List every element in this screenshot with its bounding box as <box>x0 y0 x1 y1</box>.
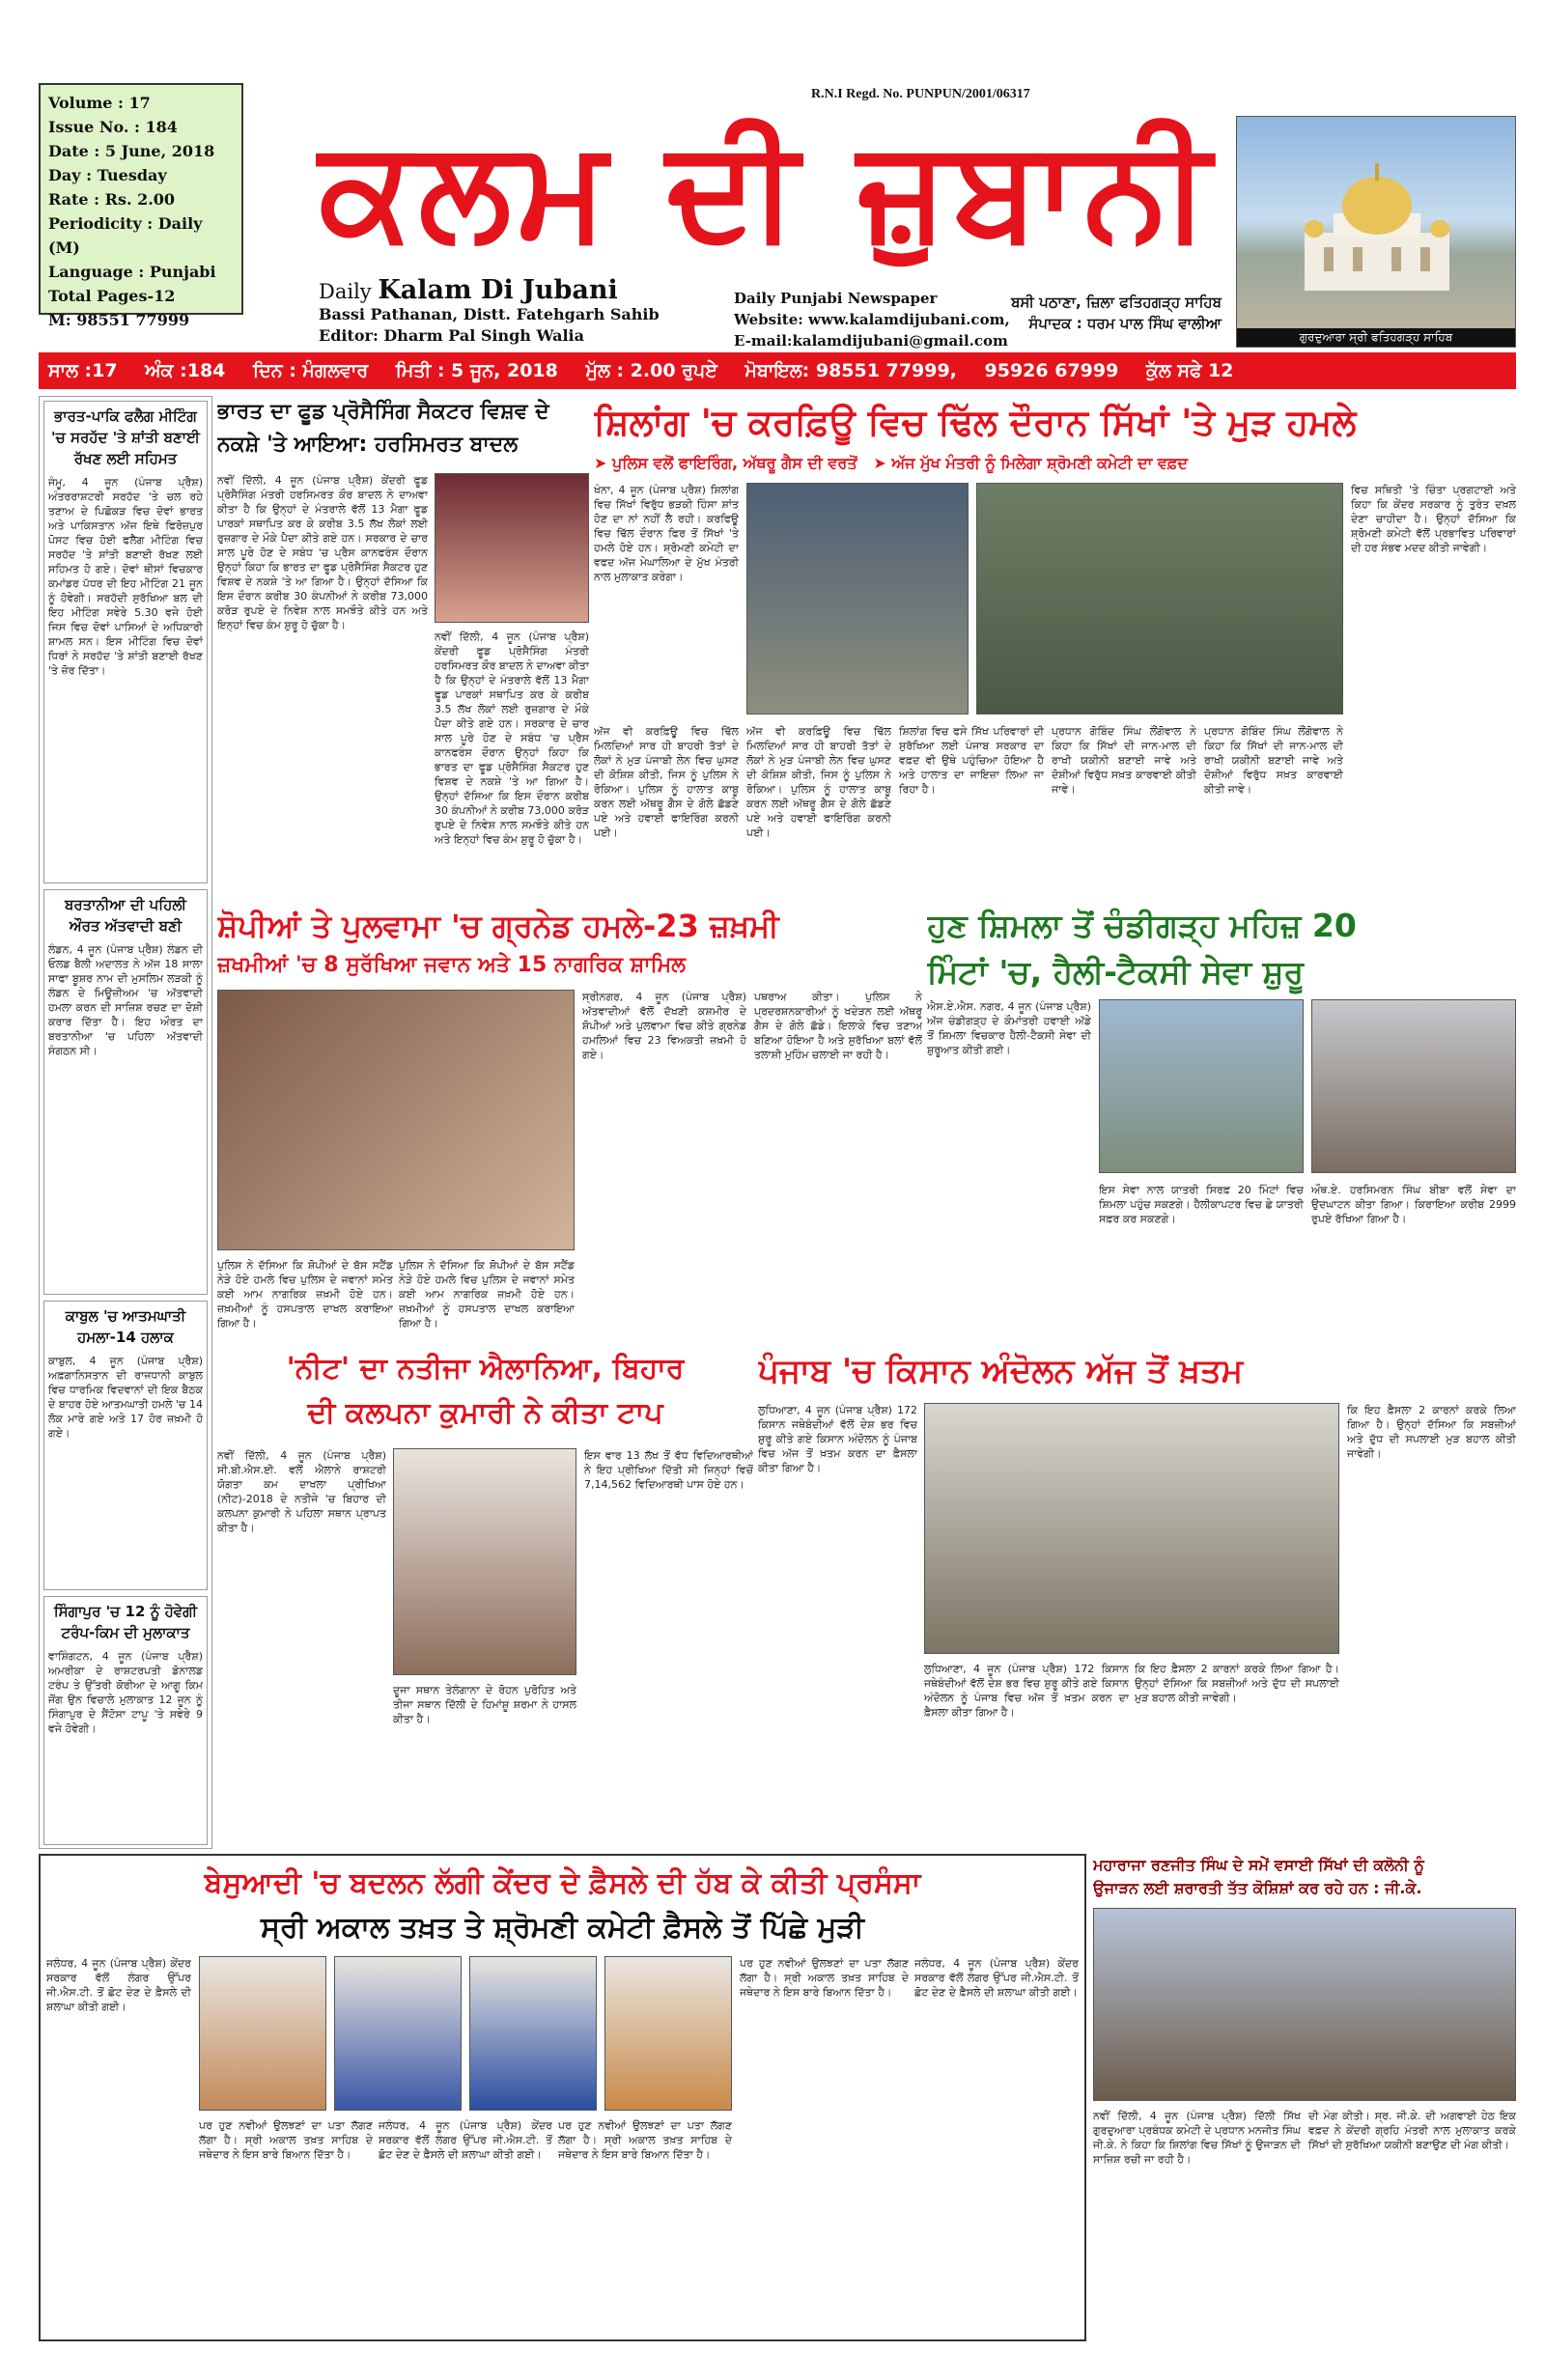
address: Bassi Pathanan, Distt. Fatehgarh Sahib <box>319 305 660 323</box>
story-2-text-2: ਅੱਜ ਵੀ ਕਰਫ਼ਿਊ ਵਿਚ ਢਿੱਲ ਮਿਲਦਿਆਂ ਸਾਰ ਹੀ ਬਾਹਰੀ ਤੱਤਾਂ ਦੇ ਲੋਕਾਂ ਨੇ ਮੁੜ ਪੰਜਾਬੀ ਲੇਨ ਵਿਚ ਘੁਸਣ ਦੀ ਕੋਸ਼ਿਸ਼ ਕੀਤੀ, ਜਿਸ ਨੂੰ ਪੁਲਿਸ ਨੇ ਰੋਕਿਆ। ਪੁਲਿਸ ਨੂੰ ਹਾਲਾਤ ਕਾਬੂ ਕਰਨ ਲਈ ਅੱਥਰੂ ਗੈਸ ਦੇ ਗੋਲੇ ਛੱਡਣੇ ਪਏ ਅਤੇ ਹਵਾਈ ਫਾਇਰਿੰਗ ਕਰਨੀ ਪਈ। <box>746 725 891 839</box>
gk-press-photo <box>1093 1908 1516 2101</box>
info-day: Day : Tuesday <box>48 166 167 184</box>
left-story-kabul <box>43 1301 208 1590</box>
left-story-1-title: ਭਾਰਤ-ਪਾਕਿ ਫਲੈਗ ਮੀਟਿੰਗ 'ਚ ਸਰਹੱਦ 'ਤੇ ਸ਼ਾਂਤੀ ਬਣਾਈ ਰੱਖਣ ਲਈ ਸਹਿਮਤ <box>51 407 200 467</box>
story-7-text-1b: ਜਲੰਧਰ, 4 ਜੂਨ (ਪੰਜਾਬ ਪ੍ਰੈਸ਼) ਕੇਂਦਰ ਸਰਕਾਰ ਵੱਲੋਂ ਲੰਗਰ ਉੱਪਰ ਜੀ.ਐਸ.ਟੀ. ਤੋਂ ਛੋਟ ਦੇਣ ਦੇ ਫ਼ੈਸਲੇ ਦੀ ਸ਼ਲਾਘਾ ਕੀਤੀ ਗਈ। <box>914 1957 1079 1999</box>
info-mobile: M: 98551 77999 <box>48 311 190 329</box>
story-food-processing <box>217 396 589 898</box>
contact-block <box>734 288 1010 351</box>
bar-mobile-2: 95926 67999 <box>984 360 1119 381</box>
story-3-text-1: ਸ੍ਰੀਨਗਰ, 4 ਜੂਨ (ਪੰਜਾਬ ਪ੍ਰੈਸ਼) ਅੱਤਵਾਦੀਆਂ ਵੱਲੋਂ ਦੱਖਣੀ ਕਸ਼ਮੀਰ ਦੇ ਸ਼ੋਪੀਆਂ ਅਤੇ ਪੁਲਵਾਮਾ ਵਿਚ ਕੀਤੇ ਗ੍ਰਨੇਡ ਹਮਲਿਆਂ ਵਿਚ 23 ਵਿਅਕਤੀ ਜ਼ਖ਼ਮੀ ਹੋ ਗਏ। <box>582 991 746 1061</box>
leader-photo-3 <box>469 1956 597 2111</box>
story-2-text-5: ਵਿਚ ਸਥਿਤੀ 'ਤੇ ਚਿੰਤਾ ਪ੍ਰਗਟਾਈ ਅਤੇ ਕਿਹਾ ਕਿ ਕੇਂਦਰ ਸਰਕਾਰ ਨੂੰ ਤੁਰੰਤ ਦਖ਼ਲ ਦੇਣਾ ਚਾਹੀਦਾ ਹੈ। ਉਨ੍ਹਾਂ ਦੱਸਿਆ ਕਿ ਸ਼੍ਰੋਮਣੀ ਕਮੇਟੀ ਵੱਲੋਂ ਪ੍ਰਭਾਵਿਤ ਪਰਿਵਾਰਾਂ ਦੀ ਹਰ ਸੰਭਵ ਮਦਦ ਕੀਤੀ ਜਾਵੇਗੀ। <box>1351 484 1516 554</box>
story-7-text-1: ਜਲੰਧਰ, 4 ਜੂਨ (ਪੰਜਾਬ ਪ੍ਰੈਸ਼) ਕੇਂਦਰ ਸਰਕਾਰ ਵੱਲੋਂ ਲੰਗਰ ਉੱਪਰ ਜੀ.ਐਸ.ਟੀ. ਤੋਂ ਛੋਟ ਦੇਣ ਦੇ ਫ਼ੈਸਲੇ ਦੀ ਸ਼ਲਾਘਾ ਕੀਤੀ ਗਈ। <box>46 1957 191 2013</box>
left-story-3-title: ਕਾਬੁਲ 'ਚ ਆਤਮਘਾਤੀ ਹਮਲਾ-14 ਹਲਾਕ <box>65 1307 186 1346</box>
info-pages: Total Pages-12 <box>48 287 176 305</box>
story-1-text: ਨਵੀਂ ਦਿੱਲੀ, 4 ਜੂਨ (ਪੰਜਾਬ ਪ੍ਰੈਸ਼) ਕੇਂਦਰੀ ਫੂਡ ਪ੍ਰੋਸੈਸਿੰਗ ਮੰਤਰੀ ਹਰਸਿਮਰਤ ਕੌਰ ਬਾਦਲ ਨੇ ਦਾਅਵਾ ਕੀਤਾ ਹੈ ਕਿ ਉਨ੍ਹਾਂ ਦੇ ਮੰਤਰਾਲੇ ਵੱਲੋਂ 13 ਮੈਗਾ ਫੂਡ ਪਾਰਕਾਂ ਸਥਾਪਿਤ ਕਰ ਕੇ ਕਰੀਬ 3.5 ਲੱਖ ਲੋਕਾਂ ਲਈ ਰੁਜ਼ਗਾਰ ਦੇ ਮੌਕੇ ਪੈਦਾ ਕੀਤੇ ਗਏ ਹਨ। ਸਰਕਾਰ ਦੇ ਚਾਰ ਸਾਲ ਪੂਰੇ ਹੋਣ ਦੇ ਸਬੰਧ 'ਚ ਪ੍ਰੈਸ ਕਾਨਫਰੰਸ ਦੌਰਾਨ ਉਨ੍ਹਾਂ ਕਿਹਾ ਕਿ ਭਾਰਤ ਦਾ ਫੂਡ ਪ੍ਰੋਸੈਸਿੰਗ ਸੈਕਟਰ ਹੁਣ ਵਿਸ਼ਵ ਦੇ ਨਕਸ਼ੇ 'ਤੇ ਆ ਗਿਆ ਹੈ। ਉਨ੍ਹਾਂ ਦੱਸਿਆ ਕਿ ਇਸ ਦੌਰਾਨ ਕਰੀਬ 30 ਕੰਪਨੀਆਂ ਨੇ ਕਰੀਬ 73,000 ਕਰੋੜ ਰੁਪਏ ਦੇ ਨਿਵੇਸ਼ ਨਾਲ ਸਮਝੌਤੇ ਕੀਤੇ ਹਨ ਅਤੇ ਇਨ੍ਹਾਂ ਵਿਚ ਕੰਮ ਸ਼ੁਰੂ ਹੋ ਚੁੱਕਾ ਹੈ। <box>217 474 428 631</box>
bar-year: ਸਾਲ :17 <box>48 360 118 381</box>
story-6-headline: ਪੰਜਾਬ 'ਚ ਕਿਸਾਨ ਅੰਦੋਲਨ ਅੱਜ ਤੋਂ ਖ਼ਤਮ <box>758 1352 1244 1390</box>
story-4-text-2: ਇਸ ਸੇਵਾ ਨਾਲ ਯਾਤਰੀ ਸਿਰਫ਼ 20 ਮਿੰਟਾਂ ਵਿਚ ਸ਼ਿਮਲਾ ਪਹੁੰਚ ਸਕਣਗੇ। ਹੈਲੀਕਾਪਟਰ ਵਿਚ ਛੇ ਯਾਤਰੀ ਸਫ਼ਰ ਕਰ ਸਕਣਗੇ। <box>1099 1184 1304 1225</box>
editor-punjabi: ਸੰਪਾਦਕ : ਧਰਮ ਪਾਲ ਸਿੰਘ ਵਾਲੀਆ <box>1028 315 1222 332</box>
newspaper-logo: ਕਲਮ ਦੀ ਜ਼ੁਬਾਨੀ <box>319 110 1217 269</box>
left-story-2-text: ਲੰਡਨ, 4 ਜੂਨ (ਪੰਜਾਬ ਪ੍ਰੈਸ਼) ਲੰਡਨ ਦੀ ਓਲਡ ਬੈਲੀ ਅਦਾਲਤ ਨੇ ਅੱਜ 18 ਸਾਲਾ ਸਾਫਾ ਬੂਸ਼ਰ ਨਾਮ ਦੀ ਮੁਸਲਿਮ ਲੜਕੀ ਨੂੰ ਲੰਡਨ ਦੇ ਮਿਊਜ਼ੀਅਮ 'ਚ ਅੱਤਵਾਦੀ ਹਮਲਾ ਕਰਨ ਦੀ ਸਾਜ਼ਿਸ਼ ਰਚਣ ਦਾ ਦੋਸ਼ੀ ਕਰਾਰ ਦਿੱਤਾ ਹੈ। ਇਹ ਔਰਤ ਦਾ ਬਰਤਾਨੀਆ 'ਚ ਪਹਿਲਾ ਅੱਤਵਾਦੀ ਸੰਗਠਨ ਸੀ। <box>48 943 203 1057</box>
story-shillong <box>594 396 1516 898</box>
story-4-text-1: ਐਸ.ਏ.ਐਸ. ਨਗਰ, 4 ਜੂਨ (ਪੰਜਾਬ ਪ੍ਰੈਸ਼) ਅੱਜ ਚੰਡੀਗੜ੍ਹ ਦੇ ਕੌਮਾਂਤਰੀ ਹਵਾਈ ਅੱਡੇ ਤੋਂ ਸ਼ਿਮਲਾ ਵਿਚਕਾਰ ਹੈਲੀ-ਟੈਕਸੀ ਸੇਵਾ ਦੀ ਸ਼ੁਰੂਆਤ ਕੀਤੀ ਗਈ। <box>927 1000 1091 1056</box>
left-story-uk-woman <box>43 889 208 1295</box>
leader-photo-2 <box>334 1956 462 2111</box>
left-story-singapore <box>43 1596 208 1845</box>
story-3-text-2: ਪੁਲਿਸ ਨੇ ਦੱਸਿਆ ਕਿ ਸ਼ੋਪੀਆਂ ਦੇ ਬੱਸ ਸਟੈਂਡ ਨੇੜੇ ਹੋਏ ਹਮਲੇ ਵਿਚ ਪੁਲਿਸ ਦੇ ਜਵਾਨਾਂ ਸਮੇਤ ਕਈ ਆਮ ਨਾਗਰਿਕ ਜ਼ਖ਼ਮੀ ਹੋਏ ਹਨ। ਜ਼ਖ਼ਮੀਆਂ ਨੂੰ ਹਸਪਤਾਲ ਦਾਖਲ ਕਰਾਇਆ ਗਿਆ ਹੈ। <box>217 1259 393 1330</box>
english-name: Kalam Di Jubani <box>378 275 618 305</box>
story-2-sub-1: ਪੁਲਿਸ ਵਲੋਂ ਫਾਇਰਿੰਗ, ਅੱਥਰੂ ਗੈਸ ਦੀ ਵਰਤੋਂ <box>611 454 857 472</box>
left-story-2-title: ਬਰਤਾਨੀਆ ਦੀ ਪਹਿਲੀ ਔਰਤ ਅੱਤਵਾਦੀ ਬਣੀ <box>64 896 187 935</box>
bar-day: ਦਿਨ : ਮੰਗਲਵਾਰ <box>253 360 369 381</box>
story-2-text-3: ਸ਼ਿਲਾਂਗ ਵਿਚ ਫਸੇ ਸਿੱਖ ਪਰਿਵਾਰਾਂ ਦੀ ਸੁਰੱਖਿਆ ਲਈ ਪੰਜਾਬ ਸਰਕਾਰ ਦਾ ਵਫ਼ਦ ਵੀ ਉਥੇ ਪਹੁੰਚਿਆ ਹੋਇਆ ਹੈ ਅਤੇ ਹਾਲਾਤ ਦਾ ਜਾਇਜ਼ਾ ਲਿਆ ਜਾ ਰਿਹਾ ਹੈ। <box>899 725 1044 796</box>
story-2-sub-2: ਅੱਜ ਮੁੱਖ ਮੰਤਰੀ ਨੂੰ ਮਿਲੇਗਾ ਸ਼੍ਰੋਮਣੀ ਕਮੇਟੀ ਦਾ ਵਫ਼ਦ <box>891 454 1188 472</box>
left-story-flag-meeting <box>43 401 208 883</box>
daily-prefix: Daily <box>319 280 372 303</box>
issue-info-box <box>39 83 243 329</box>
story-2-text-1: ਖੰਨਾ, 4 ਜੂਨ (ਪੰਜਾਬ ਪ੍ਰੈਸ਼) ਸ਼ਿਲਾਂਗ ਵਿਚ ਸਿੱਖਾਂ ਵਿਰੁੱਧ ਭੜਕੀ ਹਿੰਸਾ ਸ਼ਾਂਤ ਹੋਣ ਦਾ ਨਾਂ ਨਹੀਂ ਲੈ ਰਹੀ। ਕਰਫਿਊ ਵਿਚ ਢਿੱਲ ਦੌਰਾਨ ਫਿਰ ਤੋਂ ਸਿੱਖਾਂ 'ਤੇ ਹਮਲੇ ਹੋਏ ਹਨ। ਸ਼੍ਰੋਮਣੀ ਕਮੇਟੀ ਦਾ ਵਫਦ ਅੱਜ ਮੇਘਾਲਿਆ ਦੇ ਮੁੱਖ ਮੰਤਰੀ ਨਾਲ ਮੁਲਾਕਾਤ ਕਰੇਗਾ। <box>594 484 739 583</box>
bar-pages: ਕੁੱਲ ਸਫੇ 12 <box>1145 360 1234 381</box>
story-5-text-1: ਨਵੀਂ ਦਿੱਲੀ, 4 ਜੂਨ (ਪੰਜਾਬ ਪ੍ਰੈਸ਼) ਸੀ.ਬੀ.ਐਸ.ਈ. ਵਲੋਂ ਐਲਾਨੇ ਰਾਸ਼ਟਰੀ ਯੋਗਤਾ ਕਮ ਦਾਖਲਾ ਪ੍ਰੀਖਿਆ (ਨੀਟ)-2018 ਦੇ ਨਤੀਜੇ 'ਚ ਬਿਹਾਰ ਦੀ ਕਲਪਨਾ ਕੁਮਾਰੀ ਨੇ ਪਹਿਲਾ ਸਥਾਨ ਪ੍ਰਾਪਤ ਕੀਤਾ ਹੈ। <box>217 1449 386 1534</box>
left-story-3-text: ਕਾਬੁਲ, 4 ਜੂਨ (ਪੰਜਾਬ ਪ੍ਰੈਸ਼) ਅਫ਼ਗਾਨਿਸਤਾਨ ਦੀ ਰਾਜਧਾਨੀ ਕਾਬੁਲ ਵਿਚ ਧਾਰਮਿਕ ਵਿਦਵਾਨਾਂ ਦੀ ਇਕ ਬੈਠਕ ਦੇ ਬਾਹਰ ਹੋਏ ਆਤਮਘਾਤੀ ਹਮਲੇ 'ਚ 14 ਲੋਕ ਮਾਰੇ ਗਏ ਅਤੇ 17 ਹੋਰ ਜ਼ਖ਼ਮੀ ਹੋ ਗਏ। <box>48 1355 203 1440</box>
story-7-text-2c: ਪਰ ਹੁਣ ਨਵੀਆਂ ਉਲਝਣਾਂ ਦਾ ਪਤਾ ਲੱਗਣ ਲੱਗਾ ਹੈ। ਸ੍ਰੀ ਅਕਾਲ ਤਖ਼ਤ ਸਾਹਿਬ ਦੇ ਜਥੇਦਾਰ ਨੇ ਇਸ ਬਾਰੇ ਬਿਆਨ ਦਿੱਤਾ ਹੈ। <box>558 2119 732 2161</box>
story-8-text-1: ਨਵੀਂ ਦਿੱਲੀ, 4 ਜੂਨ (ਪੰਜਾਬ ਪ੍ਰੈਸ਼) ਦਿੱਲੀ ਸਿੱਖ ਗੁਰਦੁਆਰਾ ਪ੍ਰਬੰਧਕ ਕਮੇਟੀ ਦੇ ਪ੍ਰਧਾਨ ਮਨਜੀਤ ਸਿੰਘ ਜੀ.ਕੇ. ਨੇ ਕਿਹਾ ਕਿ ਸ਼ਿਲਾਂਗ ਵਿਚ ਸਿੱਖਾਂ ਨੂੰ ਉਜਾੜਨ ਦੀ ਸਾਜ਼ਿਸ਼ ਰਚੀ ਜਾ ਰਹੀ ਹੈ। <box>1093 2110 1301 2166</box>
info-issue: Issue No. : 184 <box>48 118 178 136</box>
story-sikh-colony <box>1093 1854 1516 2341</box>
story-grenade-attacks <box>217 903 922 1342</box>
injured-patient-photo <box>217 990 575 1250</box>
kalpana-kumari-photo <box>393 1448 576 1675</box>
story-1-headline: ਭਾਰਤ ਦਾ ਫੂਡ ਪ੍ਰੋਸੈਸਿੰਗ ਸੈਕਟਰ ਵਿਸ਼ਵ ਦੇ ਨਕਸ਼ੇ 'ਤੇ ਆਇਆ: ਹਰਸਿਮਰਤ ਬਾਦਲ <box>217 400 549 457</box>
gurdwara-dome-icon <box>1295 146 1459 291</box>
info-periodicity: Periodicity : Daily (M) <box>48 214 203 257</box>
story-3-text-3: ਪਥਰਾਅ ਕੀਤਾ। ਪੁਲਿਸ ਨੇ ਪ੍ਰਦਰਸ਼ਨਕਾਰੀਆਂ ਨੂੰ ਖਦੇੜਨ ਲਈ ਅੱਥਰੂ ਗੈਸ ਦੇ ਗੋਲੇ ਛੱਡੇ। ਇਲਾਕੇ ਵਿਚ ਤਣਾਅ ਬਣਿਆ ਹੋਇਆ ਹੈ ਅਤੇ ਸੁਰੱਖਿਆ ਬਲਾਂ ਵੱਲੋਂ ਤਲਾਸ਼ੀ ਮੁਹਿੰਮ ਚਲਾਈ ਜਾ ਰਹੀ ਹੈ। <box>754 991 922 1061</box>
story-2-text-4: ਪ੍ਰਧਾਨ ਗੋਬਿੰਦ ਸਿੰਘ ਲੌਂਗੋਵਾਲ ਨੇ ਕਿਹਾ ਕਿ ਸਿੱਖਾਂ ਦੀ ਜਾਨ-ਮਾਲ ਦੀ ਰਾਖੀ ਯਕੀਨੀ ਬਣਾਈ ਜਾਵੇ ਅਤੇ ਦੋਸ਼ੀਆਂ ਵਿਰੁੱਧ ਸਖ਼ਤ ਕਾਰਵਾਈ ਕੀਤੀ ਜਾਵੇ। <box>1052 725 1196 796</box>
photo-caption: ਗੁਰਦੁਆਰਾ ਸ੍ਰੀ ਫਤਿਹਗੜ੍ਹ ਸਾਹਿਬ <box>1237 328 1515 347</box>
story-7-text-2: ਪਰ ਹੁਣ ਨਵੀਆਂ ਉਲਝਣਾਂ ਦਾ ਪਤਾ ਲੱਗਣ ਲੱਗਾ ਹੈ। ਸ੍ਰੀ ਅਕਾਲ ਤਖ਼ਤ ਸਾਹਿਬ ਦੇ ਜਥੇਦਾਰ ਨੇ ਇਸ ਬਾਰੇ ਬਿਆਨ ਦਿੱਤਾ ਹੈ। <box>740 1957 909 1999</box>
info-rate: Rate : Rs. 2.00 <box>48 190 176 209</box>
story-2-text-4b: ਪ੍ਰਧਾਨ ਗੋਬਿੰਦ ਸਿੰਘ ਲੌਂਗੋਵਾਲ ਨੇ ਕਿਹਾ ਕਿ ਸਿੱਖਾਂ ਦੀ ਜਾਨ-ਮਾਲ ਦੀ ਰਾਖੀ ਯਕੀਨੀ ਬਣਾਈ ਜਾਵੇ ਅਤੇ ਦੋਸ਼ੀਆਂ ਵਿਰੁੱਧ ਸਖ਼ਤ ਕਾਰਵਾਈ ਕੀਤੀ ਜਾਵੇ। <box>1204 725 1343 796</box>
date-price-bar <box>39 352 1516 389</box>
website: Website: www.kalamdijubani.com, <box>734 311 1010 328</box>
left-story-4-title: ਸਿੰਗਾਪੁਰ 'ਚ 12 ਨੂੰ ਹੋਵੇਗੀ ਟਰੰਪ-ਕਿਮ ਦੀ ਮੁਲਾਕਾਤ <box>53 1603 198 1641</box>
story-8-headline-1: ਮਹਾਰਾਜਾ ਰਣਜੀਤ ਸਿੰਘ ਦੇ ਸਮੇਂ ਵਸਾਈ ਸਿੱਖਾਂ ਦੀ ਕਲੋਨੀ ਨੂੰ <box>1093 1856 1424 1874</box>
story-6-text-2: ਕਿ ਇਹ ਫ਼ੈਸਲਾ 2 ਕਾਰਨਾਂ ਕਰਕੇ ਲਿਆ ਗਿਆ ਹੈ। ਉਨ੍ਹਾਂ ਦੱਸਿਆ ਕਿ ਸਬਜ਼ੀਆਂ ਅਤੇ ਦੁੱਧ ਦੀ ਸਪਲਾਈ ਮੁੜ ਬਹਾਲ ਕੀਤੀ ਜਾਵੇਗੀ। <box>1347 1404 1516 1460</box>
story-3-headline: ਸ਼ੋਪੀਆਂ ਤੇ ਪੁਲਵਾਮਾ 'ਚ ਗ੍ਰਨੇਡ ਹਮਲੇ-23 ਜ਼ਖ਼ਮੀ <box>217 908 779 944</box>
shillong-police-photo <box>976 483 1343 714</box>
punjabi-address-block <box>990 292 1222 334</box>
story-7-text-2b: ਪਰ ਹੁਣ ਨਵੀਆਂ ਉਲਝਣਾਂ ਦਾ ਪਤਾ ਲੱਗਣ ਲੱਗਾ ਹੈ। ਸ੍ਰੀ ਅਕਾਲ ਤਖ਼ਤ ਸਾਹਿਬ ਦੇ ਜਥੇਦਾਰ ਨੇ ਇਸ ਬਾਰੇ ਬਿਆਨ ਦਿੱਤਾ ਹੈ। <box>199 2119 373 2161</box>
inauguration-photo <box>1311 999 1516 1173</box>
bar-issue: ਅੰਕ :184 <box>145 360 226 381</box>
story-5-headline-2: ਦੀ ਕਲਪਨਾ ਕੁਮਾਰੀ ਨੇ ਕੀਤਾ ਟਾਪ <box>307 1396 663 1430</box>
story-heli-taxi <box>927 903 1516 1342</box>
story-8-text-2: ਦੀ ਮੰਗ ਕੀਤੀ। ਸ੍ਰ. ਜੀ.ਕੇ. ਦੀ ਅਗਵਾਈ ਹੇਠ ਇਕ ਵਫ਼ਦ ਨੇ ਕੇਂਦਰੀ ਗ੍ਰਹਿ ਮੰਤਰੀ ਨਾਲ ਮੁਲਾਕਾਤ ਕਰਕੇ ਸਿੱਖਾਂ ਦੀ ਸੁਰੱਖਿਆ ਯਕੀਨੀ ਬਣਾਉਣ ਦੀ ਮੰਗ ਕੀਤੀ। <box>1308 2110 1516 2151</box>
story-5-text-2: ਦੂਜਾ ਸਥਾਨ ਤੇਲੰਗਾਨਾ ਦੇ ਰੋਹਨ ਪੁਰੋਹਿਤ ਅਤੇ ਤੀਜਾ ਸਥਾਨ ਦਿੱਲੀ ਦੇ ਹਿਮਾਂਸ਼ੂ ਸ਼ਰਮਾ ਨੇ ਹਾਸਲ ਕੀਤਾ ਹੈ। <box>393 1684 576 1725</box>
story-farmer-protest <box>758 1347 1516 1810</box>
leader-photo-4 <box>604 1956 732 2111</box>
email: E-mail:kalamdijubani@gmail.com <box>734 332 1008 350</box>
story-7-headline: ਬੇਸੁਆਦੀ 'ਚ ਬਦਲਨ ਲੱਗੀ ਕੇਂਦਰ ਦੇ ਫ਼ੈਸਲੇ ਦੀ ਹੱਬ ਕੇ ਕੀਤੀ ਪ੍ਰਸੰਸਾ <box>204 1866 921 1900</box>
info-volume: Volume : 17 <box>48 94 151 112</box>
harsimrat-badal-photo <box>435 473 589 623</box>
rni-number: R.N.I Regd. No. PUNPUN/2001/06317 <box>811 87 1030 101</box>
address-punjabi: ਬਸੀ ਪਠਾਣਾ, ਜ਼ਿਲਾ ਫਤਿਹਗੜ੍ਹ ਸਾਹਿਬ <box>1011 294 1222 311</box>
address-block <box>319 304 660 347</box>
story-4-headline-2: ਮਿੰਟਾਂ 'ਚ, ਹੈਲੀ-ਟੈਕਸੀ ਸੇਵਾ ਸ਼ੁਰੂ <box>927 953 1304 991</box>
gurdwara-photo <box>1236 116 1516 348</box>
info-language: Language : Punjabi <box>48 263 216 281</box>
shillong-crowd-photo <box>746 483 969 714</box>
story-7-text-1c: ਜਲੰਧਰ, 4 ਜੂਨ (ਪੰਜਾਬ ਪ੍ਰੈਸ਼) ਕੇਂਦਰ ਸਰਕਾਰ ਵੱਲੋਂ ਲੰਗਰ ਉੱਪਰ ਜੀ.ਐਸ.ਟੀ. ਤੋਂ ਛੋਟ ਦੇਣ ਦੇ ਫ਼ੈਸਲੇ ਦੀ ਸ਼ਲਾਘਾ ਕੀਤੀ ਗਈ। <box>379 2119 552 2161</box>
story-5-text-3: ਇਸ ਵਾਰ 13 ਲੱਖ ਤੋਂ ਵੱਧ ਵਿਦਿਆਰਥੀਆਂ ਨੇ ਇਹ ਪ੍ਰੀਖਿਆ ਦਿੱਤੀ ਸੀ ਜਿਨ੍ਹਾਂ ਵਿਚੋਂ 7,14,562 ਵਿਦਿਆਰਥੀ ਪਾਸ ਹੋਏ ਹਨ। <box>584 1449 753 1491</box>
editor: Editor: Dharm Pal Singh Walia <box>319 326 584 345</box>
story-3-sub: ਜ਼ਖਮੀਆਂ 'ਚ 8 ਸੁਰੱਖਿਆ ਜਵਾਨ ਅਤੇ 15 ਨਾਗਰਿਕ ਸ਼ਾਮਿਲ <box>217 953 687 977</box>
story-4-text-3: ਔਥ.ਏ. ਹਰਸਿਮਰਨ ਸਿੰਘ ਬੀਬਾ ਵਲੋਂ ਸੇਵਾ ਦਾ ਉਦਘਾਟਨ ਕੀਤਾ ਗਿਆ। ਕਿਰਾਇਆ ਕਰੀਬ 2999 ਰੁਪਏ ਰੱਖਿਆ ਗਿਆ ਹੈ। <box>1311 1184 1516 1225</box>
story-2-headline: ਸ਼ਿਲਾਂਗ 'ਚ ਕਰਫ਼ਿਊ ਵਿਚ ਢਿੱਲ ਦੌਰਾਨ ਸਿੱਖਾਂ 'ਤੇ ਮੁੜ ਹਮਲੇ <box>594 402 1357 443</box>
story-5-headline-1: 'ਨੀਟ' ਦਾ ਨਤੀਜਾ ਐਲਾਨਿਆ, ਬਿਹਾਰ <box>286 1352 685 1386</box>
left-story-1-text: ਜੰਮੂ, 4 ਜੂਨ (ਪੰਜਾਬ ਪ੍ਰੈਸ਼) ਅੰਤਰਰਾਸ਼ਟਰੀ ਸਰਹੱਦ 'ਤੇ ਚਲ ਰਹੇ ਤਣਾਅ ਦੇ ਪਿਛੋਕੜ ਵਿਚ ਦੋਵਾਂ ਭਾਰਤ ਅਤੇ ਪਾਕਿਸਤਾਨ ਅੱਜ ਇਥੇ ਫਿਰੋਜ਼ਪੁਰ ਪੋਸਟ ਵਿਚ ਹੋਈ ਫਲੈਗ ਮੀਟਿੰਗ ਵਿਚ ਸਰਹੱਦ 'ਤੇ ਸ਼ਾਂਤੀ ਬਣਾਈ ਰੱਖਣ ਲਈ ਸਹਿਮਤ ਹੋ ਗਏ। ਦੋਵਾਂ ਥੀਸਾਂ ਵਿਚਕਾਰ ਕਮਾਂਡਰ ਪੱਧਰ ਦੀ ਇਹ ਮੀਟਿੰਗ 21 ਜੂਨ ਨੂੰ ਹੋਵੇਗੀ। ਸਰਹੱਦੀ ਸੁਰੱਖਿਆ ਬਲ ਦੀ ਇਹ ਮੀਟਿੰਗ ਸਵੇਰੇ 5.30 ਵਜੇ ਹੋਈ ਜਿਸ ਵਿਚ ਦੋਵਾਂ ਪਾਸਿਆਂ ਦੇ ਅਧਿਕਾਰੀ ਸ਼ਾਮਲ ਸਨ। ਇਸ ਮੀਟਿੰਗ ਵਿਚ ਦੋਵਾਂ ਧਿਰਾਂ ਨੇ ਸਰਹੱਦ 'ਤੇ ਸ਼ਾਂਤੀ ਬਣਾਈ ਰੱਖਣ 'ਤੇ ਜ਼ੋਰ ਦਿੱਤਾ। <box>48 476 203 677</box>
story-neet-result <box>217 1347 753 1810</box>
story-4-headline-1: ਹੁਣ ਸ਼ਿਮਲਾ ਤੋਂ ਚੰਡੀਗੜ੍ਹ ਮਹਿਜ਼ 20 <box>927 907 1357 944</box>
left-story-4-text: ਵਾਸ਼ਿੰਗਟਨ, 4 ਜੂਨ (ਪੰਜਾਬ ਪ੍ਰੈਸ਼) ਅਮਰੀਕਾ ਦੇ ਰਾਸ਼ਟਰਪਤੀ ਡੋਨਾਲਡ ਟਰੰਪ ਤੇ ਉੱਤਰੀ ਕੋਰੀਆ ਦੇ ਆਗੂ ਕਿਮ ਜੋਂਗ ਉਨ ਵਿਚਾਲੇ ਮੁਲਾਕਾਤ 12 ਜੂਨ ਨੂੰ ਸਿੰਗਾਪੁਰ ਦੇ ਸੈਂਟੋਸਾ ਟਾਪੂ 'ਤੇ ਸਵੇਰੇ 9 ਵਜੇ ਹੋਵੇਗੀ। <box>48 1650 203 1735</box>
helicopter-photo <box>1099 999 1304 1173</box>
story-6-text-2b: ਕਿ ਇਹ ਫ਼ੈਸਲਾ 2 ਕਾਰਨਾਂ ਕਰਕੇ ਲਿਆ ਗਿਆ ਹੈ। ਉਨ੍ਹਾਂ ਦੱਸਿਆ ਕਿ ਸਬਜ਼ੀਆਂ ਅਤੇ ਦੁੱਧ ਦੀ ਸਪਲਾਈ ਮੁੜ ਬਹਾਲ ਕੀਤੀ ਜਾਵੇਗੀ। <box>1135 1663 1339 1704</box>
farmers-press-photo <box>924 1403 1339 1654</box>
story-3-text-2b: ਪੁਲਿਸ ਨੇ ਦੱਸਿਆ ਕਿ ਸ਼ੋਪੀਆਂ ਦੇ ਬੱਸ ਸਟੈਂਡ ਨੇੜੇ ਹੋਏ ਹਮਲੇ ਵਿਚ ਪੁਲਿਸ ਦੇ ਜਵਾਨਾਂ ਸਮੇਤ ਕਈ ਆਮ ਨਾਗਰਿਕ ਜ਼ਖ਼ਮੀ ਹੋਏ ਹਨ। ਜ਼ਖ਼ਮੀਆਂ ਨੂੰ ਹਸਪਤਾਲ ਦਾਖਲ ਕਰਾਇਆ ਗਿਆ ਹੈ। <box>399 1259 575 1330</box>
info-date: Date : 5 June, 2018 <box>48 142 215 160</box>
bar-date: ਮਿਤੀ : 5 ਜੂਨ, 2018 <box>395 360 558 381</box>
story-1-text-cont: ਨਵੀਂ ਦਿੱਲੀ, 4 ਜੂਨ (ਪੰਜਾਬ ਪ੍ਰੈਸ਼) ਕੇਂਦਰੀ ਫੂਡ ਪ੍ਰੋਸੈਸਿੰਗ ਮੰਤਰੀ ਹਰਸਿਮਰਤ ਕੌਰ ਬਾਦਲ ਨੇ ਦਾਅਵਾ ਕੀਤਾ ਹੈ ਕਿ ਉਨ੍ਹਾਂ ਦੇ ਮੰਤਰਾਲੇ ਵੱਲੋਂ 13 ਮੈਗਾ ਫੂਡ ਪਾਰਕਾਂ ਸਥਾਪਿਤ ਕਰ ਕੇ ਕਰੀਬ 3.5 ਲੱਖ ਲੋਕਾਂ ਲਈ ਰੁਜ਼ਗਾਰ ਦੇ ਮੌਕੇ ਪੈਦਾ ਕੀਤੇ ਗਏ ਹਨ। ਸਰਕਾਰ ਦੇ ਚਾਰ ਸਾਲ ਪੂਰੇ ਹੋਣ ਦੇ ਸਬੰਧ 'ਚ ਪ੍ਰੈਸ ਕਾਨਫਰੰਸ ਦੌਰਾਨ ਉਨ੍ਹਾਂ ਕਿਹਾ ਕਿ ਭਾਰਤ ਦਾ ਫੂਡ ਪ੍ਰੋਸੈਸਿੰਗ ਸੈਕਟਰ ਹੁਣ ਵਿਸ਼ਵ ਦੇ ਨਕਸ਼ੇ 'ਤੇ ਆ ਗਿਆ ਹੈ। ਉਨ੍ਹਾਂ ਦੱਸਿਆ ਕਿ ਇਸ ਦੌਰਾਨ ਕਰੀਬ 30 ਕੰਪਨੀਆਂ ਨੇ ਕਰੀਬ 73,000 ਕਰੋੜ ਰੁਪਏ ਦੇ ਨਿਵੇਸ਼ ਨਾਲ ਸਮਝੌਤੇ ਕੀਤੇ ਹਨ ਅਤੇ ਇਨ੍ਹਾਂ ਵਿਚ ਕੰਮ ਸ਼ੁਰੂ ਹੋ ਚੁੱਕਾ ਹੈ। <box>435 630 589 846</box>
story-6-text-1: ਲੁਧਿਆਣਾ, 4 ਜੂਨ (ਪੰਜਾਬ ਪ੍ਰੈਸ਼) 172 ਕਿਸਾਨ ਜਥੇਬੰਦੀਆਂ ਵੱਲੋਂ ਦੇਸ਼ ਭਰ ਵਿਚ ਸ਼ੁਰੂ ਕੀਤੇ ਗਏ ਕਿਸਾਨ ਅੰਦੋਲਨ ਨੂੰ ਪੰਜਾਬ ਵਿਚ ਅੱਜ ਤੋਂ ਖ਼ਤਮ ਕਰਨ ਦਾ ਫ਼ੈਸਲਾ ਕੀਤਾ ਗਿਆ ਹੈ। <box>758 1404 917 1474</box>
story-6-text-1b: ਲੁਧਿਆਣਾ, 4 ਜੂਨ (ਪੰਜਾਬ ਪ੍ਰੈਸ਼) 172 ਕਿਸਾਨ ਜਥੇਬੰਦੀਆਂ ਵੱਲੋਂ ਦੇਸ਼ ਭਰ ਵਿਚ ਸ਼ੁਰੂ ਕੀਤੇ ਗਏ ਕਿਸਾਨ ਅੰਦੋਲਨ ਨੂੰ ਪੰਜਾਬ ਵਿਚ ਅੱਜ ਤੋਂ ਖ਼ਤਮ ਕਰਨ ਦਾ ਫ਼ੈਸਲਾ ਕੀਤਾ ਗਿਆ ਹੈ। <box>924 1663 1129 1719</box>
story-2-bullet-icon: ➤ <box>594 454 607 472</box>
story-2-text-1b: ਅੱਜ ਵੀ ਕਰਫ਼ਿਊ ਵਿਚ ਢਿੱਲ ਮਿਲਦਿਆਂ ਸਾਰ ਹੀ ਬਾਹਰੀ ਤੱਤਾਂ ਦੇ ਲੋਕਾਂ ਨੇ ਮੁੜ ਪੰਜਾਬੀ ਲੇਨ ਵਿਚ ਘੁਸਣ ਦੀ ਕੋਸ਼ਿਸ਼ ਕੀਤੀ, ਜਿਸ ਨੂੰ ਪੁਲਿਸ ਨੇ ਰੋਕਿਆ। ਪੁਲਿਸ ਨੂੰ ਹਾਲਾਤ ਕਾਬੂ ਕਰਨ ਲਈ ਅੱਥਰੂ ਗੈਸ ਦੇ ਗੋਲੇ ਛੱਡਣੇ ਪਏ ਅਤੇ ਹਵਾਈ ਫਾਇਰਿੰਗ ਕਰਨੀ ਪਈ। <box>594 725 739 839</box>
left-news-column <box>39 396 212 1849</box>
story-8-headline-2: ਉਜਾੜਨ ਲਈ ਸ਼ਰਾਰਤੀ ਤੱਤ ਕੋਸ਼ਿਸ਼ਾਂ ਕਰ ਰਹੇ ਹਨ : ਜੀ.ਕੇ. <box>1093 1879 1422 1897</box>
leader-photo-1 <box>199 1956 326 2111</box>
english-title <box>319 275 618 305</box>
bar-mobile: ਮੋਬਾਇਲ: 98551 77999, <box>744 360 957 381</box>
story-2-bullet-icon-2: ➤ <box>873 454 886 472</box>
story-7-sub: ਸ੍ਰੀ ਅਕਾਲ ਤਖ਼ਤ ਤੇ ਸ਼੍ਰੋਮਣੀ ਕਮੇਟੀ ਫ਼ੈਸਲੇ ਤੋਂ ਪਿੱਛੇ ਮੁੜੀ <box>261 1911 864 1945</box>
tagline: Daily Punjabi Newspaper <box>734 290 938 307</box>
masthead <box>39 58 1516 350</box>
story-langar-gst <box>39 1854 1086 2341</box>
bar-price: ਮੁੱਲ : 2.00 ਰੁਪਏ <box>585 360 717 381</box>
